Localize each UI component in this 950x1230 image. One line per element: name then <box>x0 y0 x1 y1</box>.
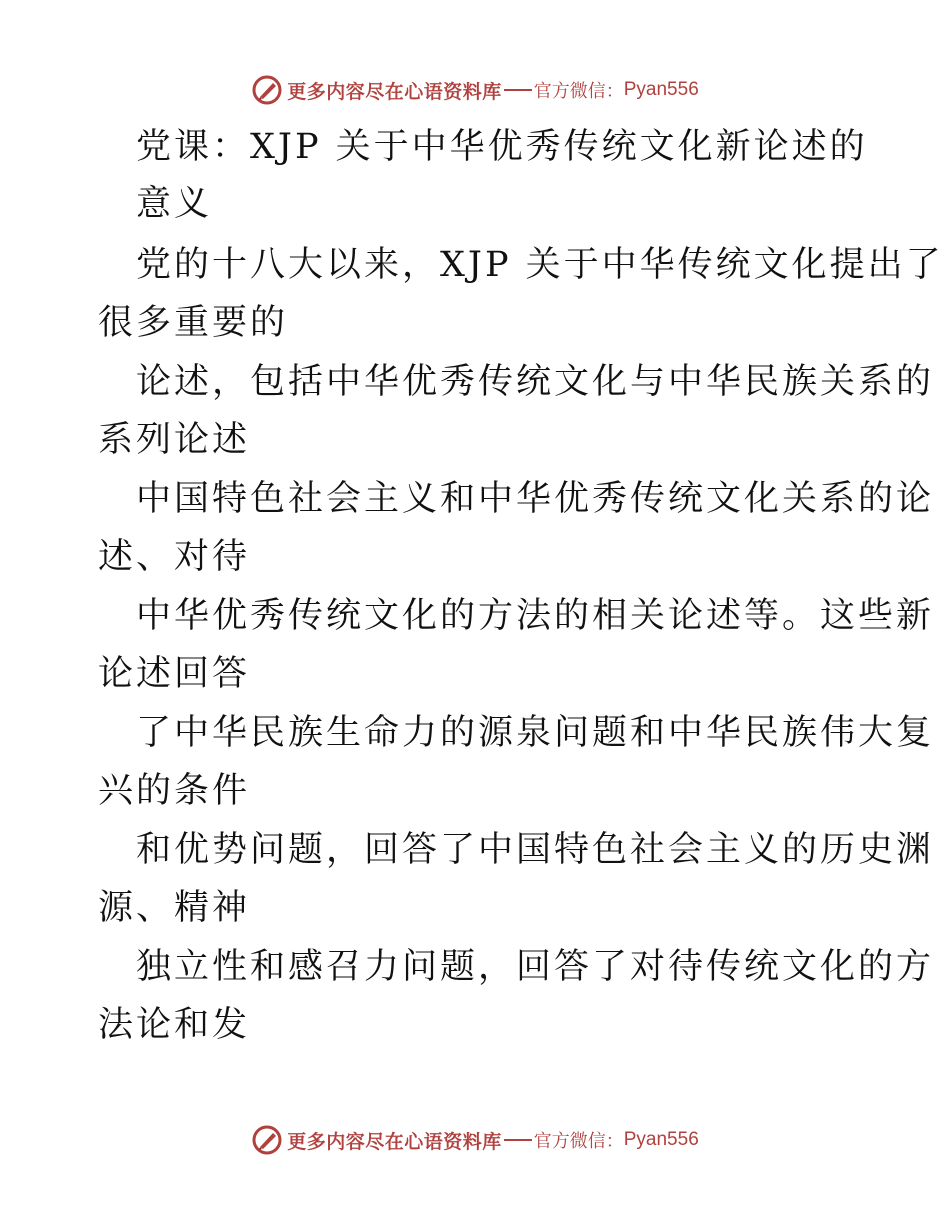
body-line: 论述，包括中华优秀传统文化与中华民族关系的 <box>136 362 935 402</box>
body-line: 很多重要的 <box>98 303 289 343</box>
header-banner <box>0 72 950 108</box>
body-line: 独立性和感召力问题，回答了对待传统文化的方 <box>136 947 935 987</box>
body-line: 源、精神 <box>98 888 251 928</box>
body-line: 论述回答 <box>98 654 251 694</box>
wechat-id: Pyan556 <box>623 1129 699 1150</box>
pen-logo-icon <box>251 74 283 106</box>
site-name: 更多内容尽在心语资料库 <box>287 1130 502 1153</box>
body-line: 中华优秀传统文化的方法的相关论述等。这些新 <box>136 596 935 636</box>
footer-banner <box>0 1122 950 1158</box>
wechat-id: Pyan556 <box>623 79 699 100</box>
title-line-1: 党课：XJP 关于中华优秀传统文化新论述的 <box>136 127 868 167</box>
body-line: 和优势问题，回答了中国特色社会主义的历史渊 <box>136 830 935 870</box>
body-line: 中国特色社会主义和中华优秀传统文化关系的论 <box>136 479 935 519</box>
banner-dash <box>504 1139 532 1141</box>
wechat-label: 官方微信： <box>533 81 624 102</box>
wechat-label: 官方微信： <box>533 1131 624 1152</box>
body-line: 了中华民族生命力的源泉问题和中华民族伟大复 <box>136 713 935 753</box>
body-line: 述、对待 <box>98 537 251 577</box>
title-line-2: 意义 <box>136 184 213 224</box>
body-line: 党的十八大以来，XJP 关于中华传统文化提出了 <box>136 245 944 285</box>
body-line: 兴的条件 <box>98 771 251 811</box>
pen-logo-icon <box>251 1124 283 1156</box>
banner-dash <box>504 89 532 91</box>
body-line: 系列论述 <box>98 420 251 460</box>
body-line: 法论和发 <box>98 1005 251 1045</box>
site-name: 更多内容尽在心语资料库 <box>287 80 502 103</box>
